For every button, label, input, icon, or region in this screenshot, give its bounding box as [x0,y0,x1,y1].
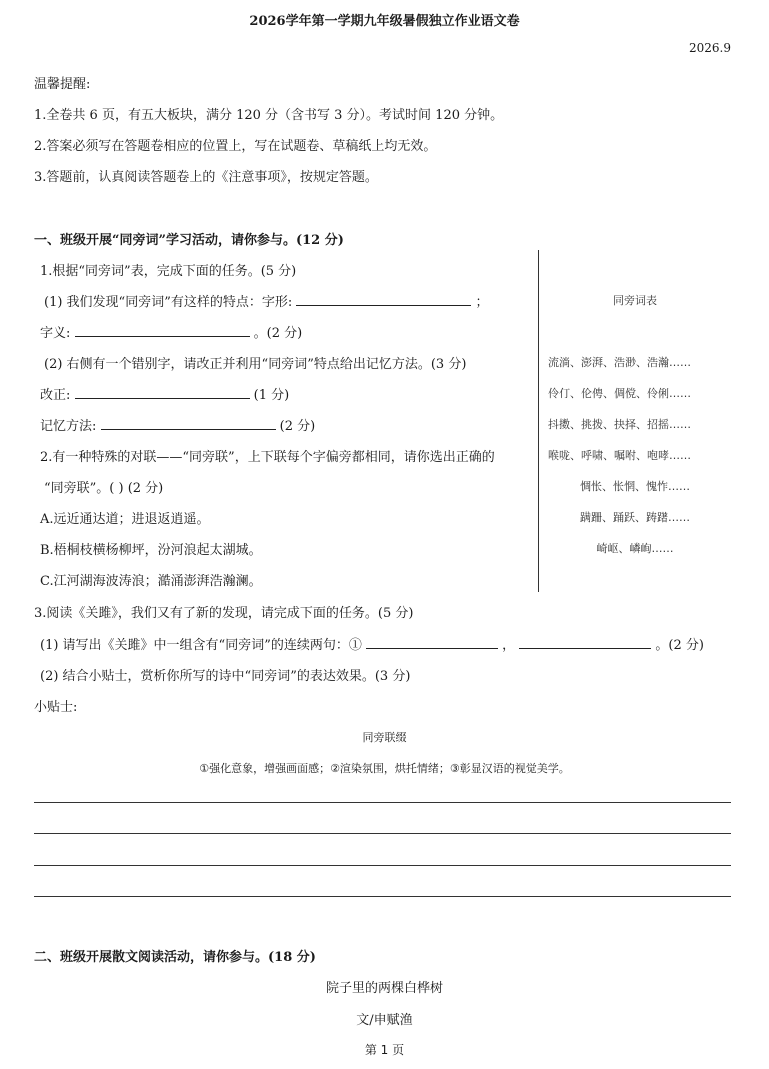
question-1-2: (2) 右侧有一个错别字，请改正并利用“同旁词”特点给出记忆方法。(3 分) [44,357,467,372]
answer-blank-fix[interactable] [75,386,250,399]
q3-1-sep: ， [502,638,516,653]
word-table-row-4: 喉咙、呼啸、嘱咐、咆哮…… [548,449,691,462]
answer-line-3[interactable] [34,865,731,866]
notice-heading: 温馨提醒: [34,77,91,92]
fix-label: 改正: [40,388,71,403]
word-table-row-7: 崎岖、嶙峋…… [596,542,674,555]
word-table-row-1: 流淌、澎湃、浩渺、浩瀚…… [548,356,691,369]
memory-row [40,415,315,434]
question-3-2: (2) 结合小贴士，赏析你所写的诗中“同旁词”的表达效果。(3 分) [40,669,411,684]
question-3-1 [40,634,704,653]
answer-line-2[interactable] [34,833,731,834]
fix-points: (1 分) [253,388,290,403]
word-table-row-3: 抖擞、挑拨、抉择、招摇…… [548,418,691,431]
table-divider [538,250,539,592]
option-a: A.远近通达道；进退返逍遥。 [40,512,210,527]
answer-blank-meaning[interactable] [75,324,250,337]
article-title: 院子里的两棵白桦树 [325,981,443,996]
option-c: C.江河湖海波涛浪；澔涌澎湃浩瀚澜。 [40,574,262,589]
q1-1-a-text: (1) 我们发现“同旁词”有这样的特点：字形: [44,295,293,310]
answer-blank-form[interactable] [296,293,471,306]
tip-text: ①强化意象，增强画面感；②渲染氛围，烘托情绪；③彰显汉语的视觉美学。 [199,762,570,775]
answer-line-4[interactable] [34,896,731,897]
page-number: 第 1 页 [364,1043,405,1057]
article-author: 文/申赋渔 [356,1013,413,1028]
tip-title: 同旁联缀 [362,731,407,744]
question-1: 1.根据“同旁词”表，完成下面的任务。(5 分) [40,264,297,279]
question-2-line-1: 2.有一种特殊的对联——“同旁联”，上下联每个字偏旁都相同，请你选出正确的 [40,450,495,465]
word-table-row-2: 伶仃、伦俜、倜傥、伶俐…… [548,387,691,400]
word-table-row-5: 惆怅、怅惘、愧怍…… [580,480,690,493]
answer-blank-verse-1[interactable] [366,636,498,649]
q3-1-end: 。(2 分) [655,638,704,653]
memory-points: (2 分) [279,419,316,434]
word-table-title: 同旁词表 [613,294,657,307]
tip-label: 小贴士: [34,700,78,715]
question-1-1-a [44,291,489,310]
notice-item-2: 2.答案必须写在答题卷相应的位置上，写在试题卷、草稿纸上均无效。 [34,139,437,154]
q1-1-a-end: ； [475,295,489,310]
q1-1-b-end: 。(2 分) [253,326,303,341]
notice-item-3: 3.答题前，认真阅读答题卷上的《注意事项》，按规定答题。 [34,170,378,185]
q1-1-b-text: 字义: [40,326,71,341]
notice-item-1: 1.全卷共 6 页，有五大板块，满分 120 分（含书写 3 分）。考试时间 120 分钟。 [34,108,504,123]
answer-line-1[interactable] [34,802,731,803]
exam-date: 2026.9 [689,41,731,55]
question-1-1-b [40,322,302,341]
answer-blank-verse-2[interactable] [519,636,651,649]
memory-label: 记忆方法: [40,419,97,434]
q3-1-text: (1) 请写出《关雎》中一组含有“同旁词”的连续两句：① [40,638,362,653]
word-table-row-6: 蹒跚、踊跃、踌躇…… [580,511,690,524]
paper-title: 2026学年第一学期九年级暑假独立作业语文卷 [249,14,520,29]
section-2-heading: 二、班级开展散文阅读活动，请你参与。(18 分) [34,950,316,965]
option-b: B.梧桐枝横杨柳坪，汾河浪起太湖城。 [40,543,262,558]
fix-row [40,384,289,403]
section-1-heading: 一、班级开展“同旁词”学习活动，请你参与。(12 分) [34,233,344,248]
question-3: 3.阅读《关雎》，我们又有了新的发现，请完成下面的任务。(5 分) [34,606,414,621]
question-2-line-2: “同旁联”。( ) (2 分) [44,481,164,496]
answer-blank-memory[interactable] [101,417,276,430]
